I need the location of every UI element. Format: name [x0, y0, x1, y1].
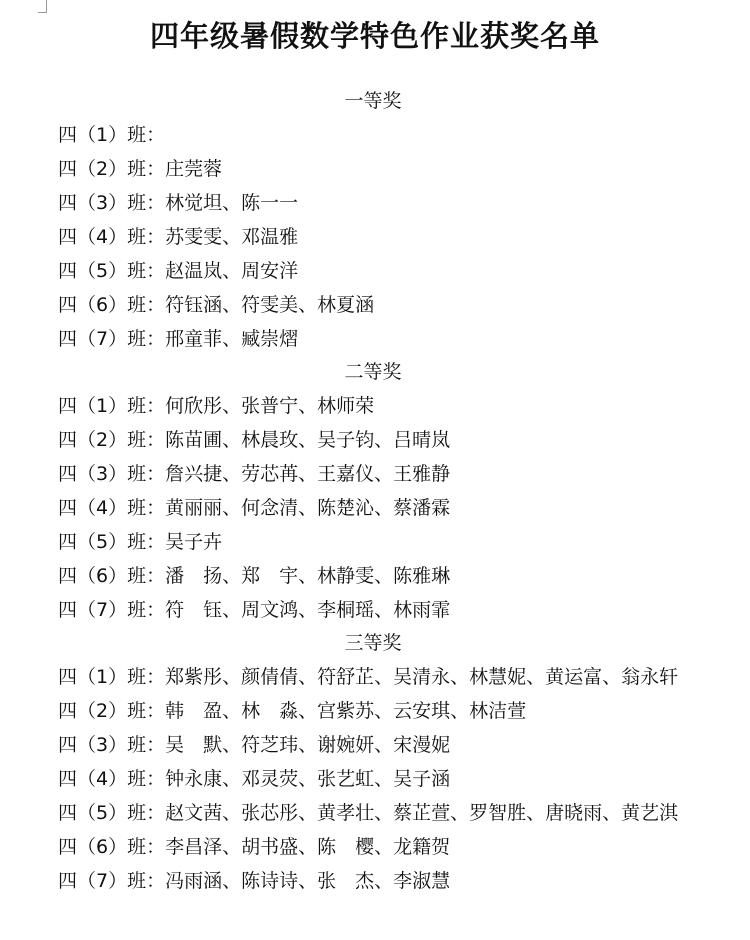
class-row	[58, 491, 738, 525]
class-label: 四（7）班：	[58, 328, 166, 350]
class-row	[58, 152, 738, 186]
class-row	[58, 288, 738, 322]
prize-section	[58, 627, 738, 898]
class-label: 四（2）班：	[58, 429, 166, 451]
class-label: 四（1）班：	[58, 124, 166, 146]
class-row	[58, 660, 738, 694]
class-label: 四（5）班：	[58, 802, 166, 824]
class-row	[58, 322, 738, 356]
student-names: 赵温岚、周安洋	[165, 260, 299, 282]
class-label: 四（7）班：	[58, 870, 166, 892]
student-names: 林觉坦、陈一一	[165, 192, 299, 214]
prize-heading: 三等奖	[344, 632, 402, 654]
student-names: 苏雯雯、邓温雅	[165, 226, 299, 248]
student-names: 郑紫彤、颜倩倩、符舒芷、吴清永、林慧妮、黄运富、翁永轩	[165, 666, 679, 688]
class-label: 四（6）班：	[58, 836, 166, 858]
class-row	[58, 559, 738, 593]
student-names: 吴子卉	[165, 531, 223, 553]
class-row	[58, 254, 738, 288]
student-names: 冯雨涵、陈诗诗、张 杰、李淑慧	[165, 870, 451, 892]
prize-section	[58, 85, 738, 356]
class-label: 四（2）班：	[58, 158, 166, 180]
prize-heading: 二等奖	[344, 361, 402, 383]
class-row	[58, 220, 738, 254]
class-label: 四（3）班：	[58, 734, 166, 756]
class-row	[58, 864, 738, 898]
student-names: 邢童菲、臧崇熠	[165, 328, 299, 350]
student-names: 詹兴捷、劳芯苒、王嘉仪、王雅静	[165, 463, 451, 485]
class-row	[58, 118, 738, 152]
student-names: 韩 盈、林 淼、宫紫苏、云安琪、林洁萱	[165, 700, 527, 722]
class-row	[58, 593, 738, 627]
student-names: 何欣彤、张普宁、林师荣	[165, 395, 375, 417]
student-names: 赵文茜、张芯彤、黄孝壮、蔡芷萱、罗智胜、唐晓雨、黄艺淇	[165, 802, 679, 824]
class-label: 四（4）班：	[58, 226, 166, 248]
student-names: 陈苗圃、林晨玫、吴子钧、吕晴岚	[165, 429, 451, 451]
class-row	[58, 728, 738, 762]
class-label: 四（3）班：	[58, 192, 166, 214]
class-label: 四（5）班：	[58, 531, 166, 553]
class-label: 四（1）班：	[58, 395, 166, 417]
class-label: 四（3）班：	[58, 463, 166, 485]
class-row	[58, 457, 738, 491]
class-row	[58, 389, 738, 423]
page-corner-mark	[38, 0, 47, 13]
class-label: 四（1）班：	[58, 666, 166, 688]
class-label: 四（5）班：	[58, 260, 166, 282]
class-label: 四（7）班：	[58, 599, 166, 621]
student-names: 吴 默、符芝玮、谢婉妍、宋漫妮	[165, 734, 451, 756]
student-names: 潘 扬、郑 宇、林静雯、陈雅琳	[165, 565, 451, 587]
student-names: 符钰涵、符雯美、林夏涵	[165, 294, 375, 316]
class-row	[58, 830, 738, 864]
student-names: 符 钰、周文鸿、李桐瑶、林雨霏	[165, 599, 451, 621]
class-label: 四（4）班：	[58, 497, 166, 519]
class-row	[58, 694, 738, 728]
class-row	[58, 423, 738, 457]
class-row	[58, 762, 738, 796]
prize-section	[58, 356, 738, 627]
class-row	[58, 525, 738, 559]
class-label: 四（4）班：	[58, 768, 166, 790]
class-row	[58, 186, 738, 220]
award-list	[58, 85, 738, 898]
student-names: 李昌泽、胡书盛、陈 樱、龙籍贺	[165, 836, 451, 858]
class-label: 四（2）班：	[58, 700, 166, 722]
student-names: 黄丽丽、何念清、陈楚沁、蔡潘霖	[165, 497, 451, 519]
class-row	[58, 796, 738, 830]
document-title: 四年级暑假数学特色作业获奖名单	[149, 19, 600, 53]
class-label: 四（6）班：	[58, 565, 166, 587]
prize-heading: 一等奖	[344, 90, 402, 112]
student-names: 庄莞蓉	[165, 158, 223, 180]
student-names: 钟永康、邓灵荧、张艺虹、吴子涵	[165, 768, 451, 790]
class-label: 四（6）班：	[58, 294, 166, 316]
